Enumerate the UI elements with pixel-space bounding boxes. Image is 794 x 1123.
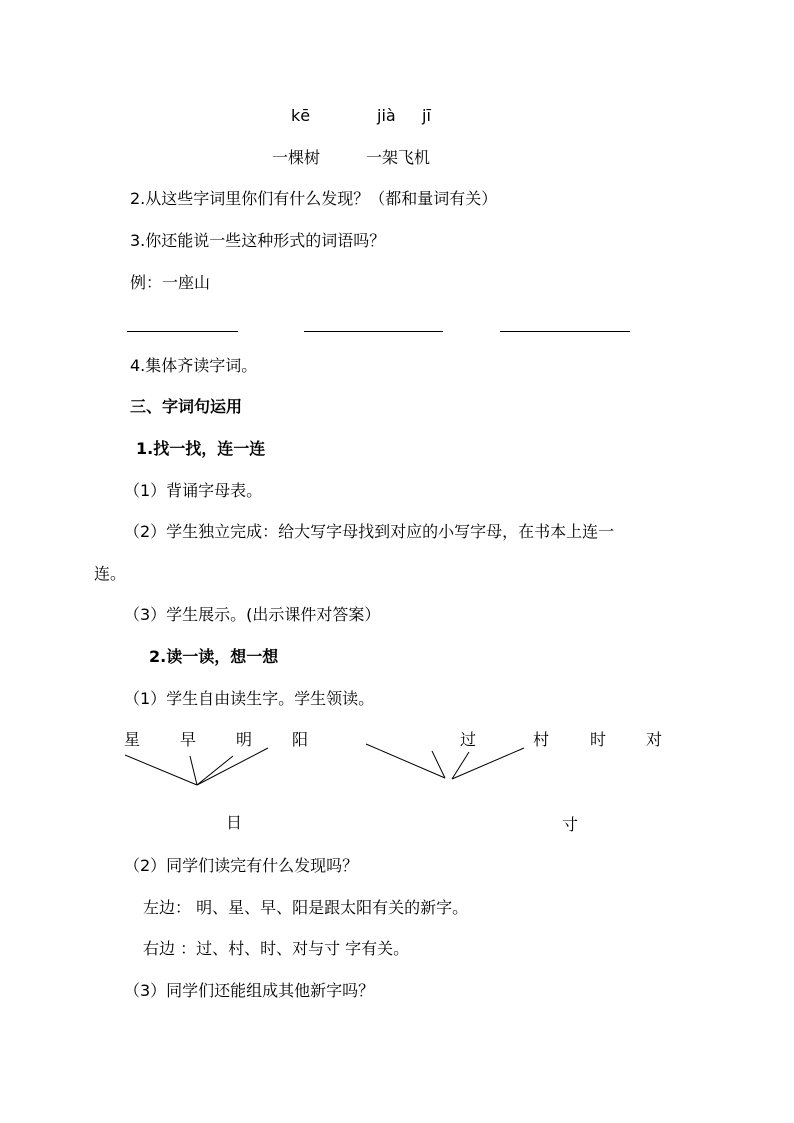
left-char: 阳 (292, 730, 309, 749)
left-root-char: 日 (226, 813, 243, 832)
left-char: 早 (180, 730, 197, 749)
question-4: 4.集体齐读字词。 (130, 356, 258, 375)
connector-line (452, 748, 524, 779)
connector-line (197, 748, 268, 785)
pinyin-jia: jià (377, 106, 396, 125)
read-step-2: （2）同学们读完有什么发现吗？ (124, 856, 359, 875)
right-char: 村 (533, 730, 550, 749)
pinyin-ji: jī (422, 106, 431, 125)
pinyin-ke: kē (291, 106, 311, 125)
question-3: 3.你还能说一些这种形式的词语吗？ (130, 231, 386, 250)
step-3: （3）学生展示。(出示课件对答案） (124, 605, 381, 624)
subsection-1-heading: 1.找一找，连一连 (136, 439, 266, 458)
example-line: 例：一座山 (130, 273, 211, 292)
connector-line (125, 755, 197, 785)
connector-line (197, 756, 233, 785)
step-2-line-a: （2）学生独立完成：给大写字母找到对应的小写字母，在书本上连一 (124, 522, 615, 541)
right-char: 对 (646, 730, 663, 749)
right-char: 时 (590, 730, 607, 749)
right-root-char: 寸 (562, 815, 579, 834)
connector-line (432, 751, 445, 778)
left-char: 明 (236, 730, 253, 749)
section-3-heading: 三、字词句运用 (130, 397, 243, 416)
step-2-line-b: 连。 (94, 564, 127, 583)
connector-line (366, 744, 445, 778)
subsection-2-heading: 2.读一读，想一想 (149, 647, 279, 666)
right-char: 过 (460, 730, 477, 749)
word-yi-jia-feiji: 一架飞机 (366, 148, 431, 167)
read-step-3: （3）同学们还能组成其他新字吗？ (124, 981, 375, 1000)
connector-line (190, 756, 197, 785)
step-1: （1）背诵字母表。 (124, 481, 263, 500)
left-note: 左边： 明、星、早、阳是跟太阳有关的新字。 (143, 898, 469, 917)
read-step-1: （1）学生自由读生字。学生领读。 (124, 689, 375, 708)
right-note: 右边 ：过、村、时、对与寸 字有关。 (143, 939, 410, 958)
question-2: 2.从这些字词里你们有什么发现？（都和量词有关） (130, 189, 498, 208)
word-yi-ke-shu: 一棵树 (272, 148, 321, 167)
left-char: 星 (124, 730, 141, 749)
